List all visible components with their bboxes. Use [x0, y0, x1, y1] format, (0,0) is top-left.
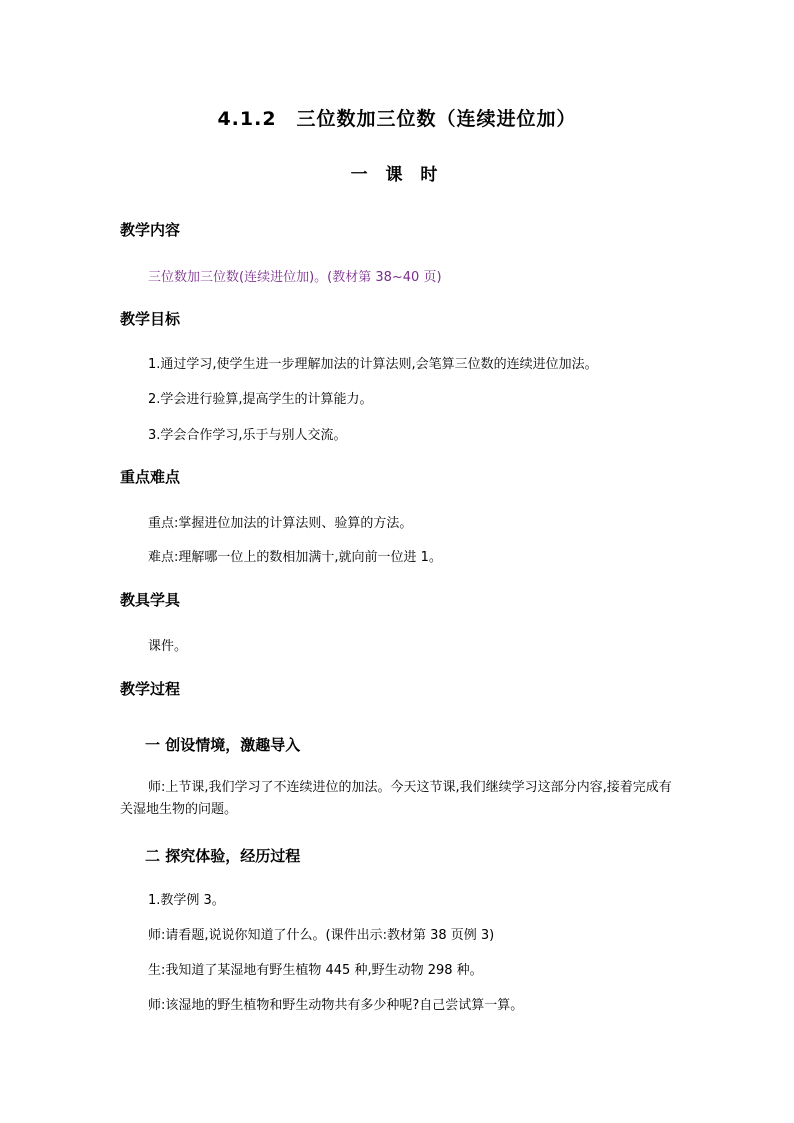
section-heading-key-points: 重点难点	[120, 468, 181, 486]
section-heading-content: 教学内容	[120, 221, 181, 239]
tools-text: 课件。	[148, 639, 188, 654]
goal-item-2: 2.学会进行验算,提高学生的计算能力。	[148, 392, 373, 407]
process-step2-item-4: 师:该湿地的野生植物和野生动物共有多少种呢?自己尝试算一算。	[148, 998, 524, 1013]
process-step1-text: 师:上节课,我们学习了不连续进位的加法。今天这节课,我们继续学习这部分内容,接着完成有关湿地生物的问题。	[120, 780, 672, 817]
process-step2-item-1: 1.教学例 3。	[148, 893, 225, 908]
process-step2-heading: 二 探究体验，经历过程	[145, 847, 301, 865]
section-heading-goals: 教学目标	[120, 310, 181, 328]
document-subtitle: 一 课 时	[350, 165, 444, 185]
content-text: 三位数加三位数(连续进位加)。(教材第 38~40 页)	[148, 270, 442, 285]
key-point-item-1: 重点:掌握进位加法的计算法则、验算的方法。	[148, 516, 413, 531]
process-step2-item-3: 生:我知道了某湿地有野生植物 445 种,野生动物 298 种。	[148, 963, 483, 978]
key-point-item-2: 难点:理解哪一位上的数相加满十,就向前一位进 1。	[148, 550, 442, 565]
goal-item-1: 1.通过学习,使学生进一步理解加法的计算法则,会笔算三位数的连续进位加法。	[148, 357, 598, 372]
section-heading-process: 教学过程	[120, 680, 181, 698]
process-step1-heading: 一 创设情境，激趣导入	[145, 736, 301, 754]
process-step2-item-2: 师:请看题,说说你知道了什么。(课件出示:教材第 38 页例 3)	[148, 928, 495, 943]
goal-item-3: 3.学会合作学习,乐于与别人交流。	[148, 428, 347, 443]
section-heading-tools: 教具学具	[120, 591, 181, 609]
document-title: 4.1.2 三位数加三位数（连续进位加）	[217, 108, 577, 130]
